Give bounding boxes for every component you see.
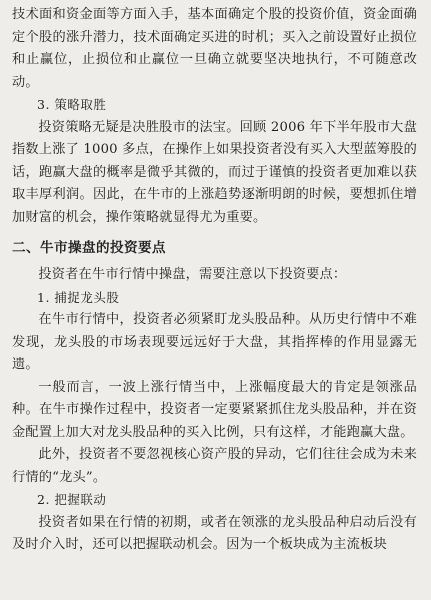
paragraph-leading-stocks: 在牛市行情中，投资者必须紧盯龙头股品种。从历史行情中不难发现，龙头股的市场表现要远远好于大盘，其指挥棒的作用显露无遗。 (12, 312, 417, 372)
paragraph-continuation: 技术面和资金面等方面入手，基本面确定个股的投资价值，资金面确定个股的涨升潜力，技术面确定买进的时机；买入之前设置好止损位和止赢位，止损位和止赢位一旦确立就要坚决地执行，不可随意改动。 (12, 7, 417, 90)
section-heading: 二、牛市操盘的投资要点 (12, 240, 166, 256)
paragraph-strategy: 投资策略无疑是决胜股市的法宝。回顾 2006 年下半年股市大盘指数上涨了 1000 多点，在操作上如果投资者没有买入大型蓝筹股的话，跑赢大盘的概率是微乎其微的，而过于谨慎的投资者更加难以获取丰厚利润。因此，在牛市的上涨趋势逐渐明朗的时候，要想抓住增加财富的机会，操作策略就显得尤为重要。 (12, 119, 417, 225)
subheading-linkage: 2. 把握联动 (37, 492, 107, 507)
paragraph-general: 一般而言，一波上涨行情当中，上涨幅度最大的肯定是领涨品种。在牛市操作过程中，投资者一定要紧紧抓住龙头股品种，并在资金配置上加大对龙头股品种的买入比例，只有这样，才能跑赢大盘。 (12, 379, 417, 440)
subheading-leading-stocks: 1. 捕捉龙头股 (37, 289, 120, 305)
paragraph-linkage: 投资者如果在行情的初期，或者在领涨的龙头股品种启动后没有及时介入时，还可以把握联动机会。因为一个板块成为主流板块 (12, 514, 417, 552)
paragraph-core-assets: 此外，投资者不要忽视核心资产股的异动，它们往往会成为未来行情的“龙头”。 (12, 447, 417, 485)
subheading-strategy: 3. 策略取胜 (37, 97, 107, 112)
paragraph-intro: 投资者在牛市行情中操盘，需要注意以下投资要点： (38, 267, 347, 282)
